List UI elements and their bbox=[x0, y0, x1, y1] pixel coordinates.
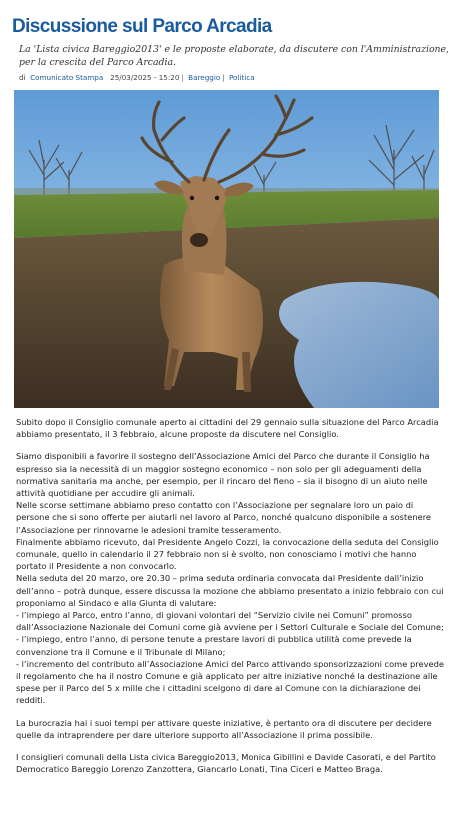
by-label: di bbox=[19, 73, 26, 82]
article-paragraph: Siamo disponibili a favorire il sostegno dell’Associazione Amici del Parco che durante il Consiglio ha espresso sia la necessità di un maggior sostegno economico – non solo per gli adeguamenti della normativa sanitaria ma anche, per esempio, per il rincaro del fieno – sia il bisogno di un aiuto nelle attività quotidiane per accudire gli animali. bbox=[16, 451, 430, 499]
article-title: Discussione sul Parco Arcadia bbox=[12, 16, 272, 37]
article-subtitle: La 'Lista civica Bareggio2013' e le proposte elaborate, da discutere con l'Amministrazione, per la crescita del Parco Arcadia. bbox=[19, 44, 449, 68]
article-paragraph: Finalmente abbiamo ricevuto, dal Presidente Angelo Cozzi, la convocazione della seduta del Consiglio comunale, quello in calendario il 27 febbraio non si è svolto, non conosciamo i motivi che hanno portato il Presidente a non convocarlo. bbox=[16, 536, 439, 572]
meta-separator: | bbox=[222, 73, 225, 82]
stag-in-park-photo bbox=[14, 90, 439, 408]
article-paragraph: Nelle scorse settimane abbiamo preso contatto con l’Associazione per segnalare loro un paio di persone che si sono offerte per aiutarli nel lavoro al Parco, nonché qualcuno disponibile a sostenere l’Associazione per rinnovarne le adesioni tramite tesseramento. bbox=[16, 500, 432, 535]
article-paragraph: Nella seduta del 20 marzo, ore 20.30 – prima seduta ordinaria convocata dal Presidente dall’inizio dell’anno – potrà dunque, essere discussa la mozione che abbiamo presentato a inizio febbraio con cui proponiamo al Sindaco e alla Giunta di valutare: bbox=[16, 573, 444, 608]
category-link-politica[interactable]: Politica bbox=[228, 73, 255, 82]
article-body bbox=[16, 416, 444, 775]
meta-separator: | bbox=[181, 73, 184, 82]
publish-datetime: 25/03/2025 - 15:20 bbox=[110, 73, 180, 82]
article-paragraph: La burocrazia hai i suoi tempi per attivare queste iniziative, è pertanto ora di discutere per decidere quelle da intraprendere per dare ulteriore supporto all’Associazione il prima possibile. bbox=[16, 717, 432, 740]
article-signature: I consiglieri comunali della Lista civica Bareggio2013, Monica Gibillini e Davide Casorati, e del Partito Democratico Bareggio Lorenzo Zanzottera, Giancarlo Lonati, Tina Ciceri e Matteo Braga. bbox=[16, 752, 436, 775]
article-list-item: - l’impiego, entro l’anno, di persone tenute a prestare lavori di pubblica utilità come prevede la convenzione tra il Comune e il Tribunale di Milano; bbox=[16, 634, 412, 657]
author-link[interactable]: Comunicato Stampa bbox=[30, 73, 104, 82]
article-meta bbox=[19, 73, 255, 82]
article-list-item: - l’incremento del contributo all’Associazione Amici del Parco attivando sponsorizzazioni come prevede il regolamento che ha il nostro Comune e già applicato per altre iniziative nonché la destinazione alle spese per il Parco del 5 x mille che i cittadini scelgono di dare al Comune con la dichiarazione dei redditi. bbox=[16, 658, 444, 706]
article-list-item: - l’impiego al Parco, entro l’anno, di giovani volontari del “Servizio civile nei Comuni” promosso dall’Associazione Nazionale dei Comuni come già avviene per i Settori Culturale e Sociale del Comune; bbox=[16, 610, 444, 633]
category-link-bareggio[interactable]: Bareggio bbox=[188, 73, 221, 82]
article-paragraph: Subito dopo il Consiglio comunale aperto ai cittadini del 29 gennaio sulla situazione del Parco Arcadia abbiamo presentato, il 3 febbraio, alcune proposte da discutere nel Consiglio. bbox=[16, 417, 439, 440]
